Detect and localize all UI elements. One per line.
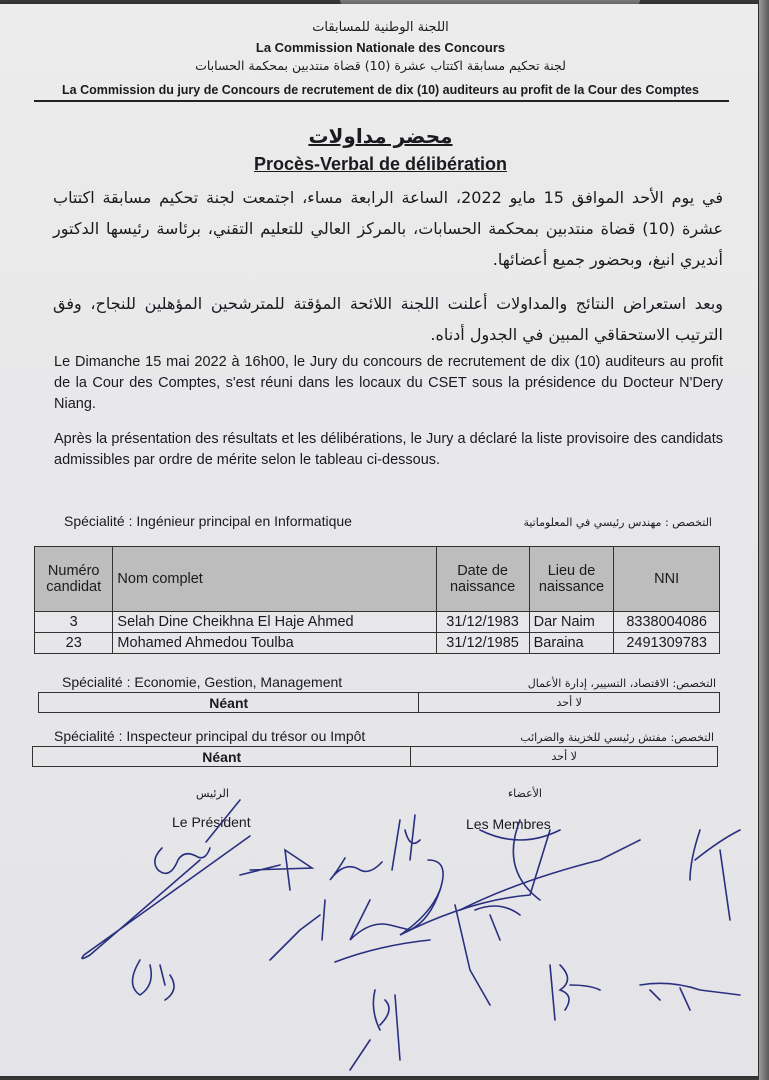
- president-label-fr: Le Président: [172, 814, 251, 830]
- cell-date: 31/12/1985: [436, 633, 529, 654]
- signature-10: [133, 960, 175, 1000]
- signature-13: [640, 983, 740, 1010]
- none-fr: Néant: [202, 748, 242, 765]
- specialty-1-label-ar: التخصص : مهندس رئيسي في المعلوماتية: [523, 516, 712, 529]
- col-nni: NNI: [614, 547, 720, 612]
- org-name-ar: اللجنة الوطنية للمسابقات: [312, 20, 449, 35]
- cell-lieu: Dar Naim: [529, 612, 614, 633]
- cell-nni: 8338004086: [614, 612, 720, 633]
- signature-4: [400, 830, 550, 935]
- signature-11: [350, 990, 400, 1070]
- signature-9: [455, 905, 520, 1005]
- specialty-3-label-ar: التخصص: مفتش رئيسي للخزينة والضرائب: [520, 731, 714, 744]
- none-fr: Néant: [209, 694, 249, 711]
- cell-numero: 3: [35, 612, 113, 633]
- none-ar: لا أحد: [410, 747, 717, 766]
- jury-name-ar: لجنة تحكيم مسابقة اكتتاب عشرة (10) قضاة منتدبين بمحكمة الحسابات: [195, 58, 566, 73]
- paragraph-2-ar: وبعد استعراض النتائج والمداولات أعلنت اللجنة اللائحة المؤقتة للمترشحين المؤهلين للنجاح، وفق الترتيب الاستحقاقي المبين في الجدول أدناه.: [53, 294, 723, 344]
- signature-3: [392, 815, 420, 870]
- title-fr: Procès-Verbal de délibération: [253, 154, 508, 174]
- specialty-2-label-ar: التخصص: الاقتصاد، التسيير، إدارة الأعمال: [527, 677, 716, 690]
- paragraph-1-ar: في يوم الأحد الموافق 15 مايو 2022، الساعة الرابعة مساء، اجتمعت لجنة تحكيم مسابقة اكتتاب عشرة (10) قضاة منتدبين بمحكمة الحسابات، بالمركز العالي للتعليم التقني، برئاسة رئيسها الدكتور أنديري انيغ، وبحضور جميع أعضائها.: [53, 188, 724, 269]
- cell-nni: 2491309783: [614, 633, 720, 654]
- cell-nom: Mohamed Ahmedou Toulba: [113, 633, 436, 654]
- signature-1: [240, 850, 312, 890]
- col-date: Date de naissance: [436, 547, 529, 612]
- paragraph-1-fr: Le Dimanche 15 mai 2022 à 16h00, le Jury du concours de recrutement de dix (10) auditeurs au profit de la Cour des Comptes, s'est réuni dans les locaux du CSET sous la présidence du Docteur N'Dery Niang.: [54, 354, 723, 412]
- none-ar: لا أحد: [418, 693, 719, 712]
- cell-date: 31/12/1983: [436, 612, 529, 633]
- cell-numero: 23: [35, 633, 113, 654]
- signature-7: [270, 900, 325, 960]
- jury-name-fr: La Commission du jury de Concours de recrutement de dix (10) auditeurs au profit de la Cour des Comptes: [62, 83, 699, 97]
- paragraph-2-fr: Après la présentation des résultats et les délibérations, le Jury a déclaré la liste provisoire des candidats admissibles par ordre de mérite selon le tableau ci-dessous.: [54, 431, 723, 468]
- photo-edge: [759, 0, 769, 1080]
- signature-2: [330, 858, 382, 880]
- col-lieu: Lieu de naissance: [529, 547, 614, 612]
- specialty-3-label-fr: Spécialité : Inspecteur principal du trésor ou Impôt: [54, 728, 366, 744]
- col-numero: Numéro candidat: [35, 547, 113, 612]
- members-label-ar: الأعضاء: [508, 787, 542, 800]
- title-ar: محضر مداولات: [308, 124, 453, 148]
- members-label-fr: Les Membres: [466, 816, 551, 832]
- cell-nom: Selah Dine Cheikhna El Haje Ahmed: [113, 612, 436, 633]
- signature-12: [550, 965, 600, 1020]
- president-signature: [82, 800, 250, 959]
- signature-6: [690, 830, 740, 920]
- signature-5: [460, 820, 640, 910]
- signature-8: [335, 890, 440, 962]
- specialty-1-label-fr: Spécialité : Ingénieur principal en Informatique: [64, 513, 352, 529]
- cell-lieu: Baraina: [529, 633, 614, 654]
- specialty-2-label-fr: Spécialité : Economie, Gestion, Management: [62, 674, 343, 690]
- col-nom: Nom complet: [113, 547, 436, 612]
- org-name-fr: La Commission Nationale des Concours: [255, 40, 506, 55]
- president-label-ar: الرئيس: [196, 787, 229, 800]
